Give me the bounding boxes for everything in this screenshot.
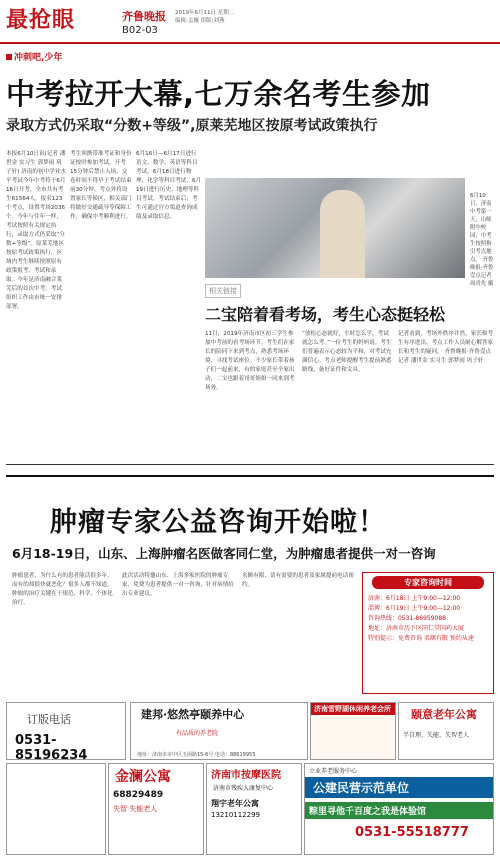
order-box — [6, 702, 126, 763]
nursing1-title: 建邦·悠然亭颐养中心 — [141, 708, 245, 721]
column-name: 最抢眼 — [6, 8, 76, 33]
hotline-row: 咨询热线：0531-86959088 — [368, 615, 446, 622]
gongjian-banner: 公建民营示范单位 — [305, 777, 493, 798]
ad-body1: 肿瘤患者，为什么有的患者能活很多年，而有的却很快就恶化？很多人都不知道，肿瘤的治疗关键在于规范、科学、个体化治疗。 — [12, 573, 113, 606]
editor-line: 编辑:孟巍 组版:刘燕 — [175, 18, 225, 24]
order-label: 订版电话 — [27, 713, 71, 726]
nursing1-sub: 有品质的养老院 — [176, 730, 219, 737]
paper-logo: 齐鲁晚报 — [122, 10, 166, 23]
xiangyu-title: 翔宇老年公寓 — [211, 799, 259, 808]
nursing-ad-1 — [130, 702, 308, 760]
sidebar-col3: 记者看到，考场外秩序井然，家长和考生有序进出。考点工作人员耐心解答家长和考生的疑问。 齐鲁晚报·齐鲁壹点记者 潘世金 实习生 郭梦雨 巩子轩 — [398, 331, 494, 364]
big-phone: 0531-55518777 — [355, 825, 469, 840]
sidebar-title: 二宝陪着看考场，考生心态挺轻松 — [205, 305, 446, 324]
nursing1-info: 地址：济南市市中区玉函路15-6号 电话：88619955 — [137, 752, 256, 758]
nursing3-title: 颐意老年公寓 — [411, 708, 477, 721]
hotline-row: 济南：6月18日 上午9:00—12:00 — [368, 595, 461, 602]
jinlan-title: 金澜公寓 — [115, 769, 171, 785]
xiangyu-phone: 13210112299 — [211, 811, 260, 819]
jinlan-ad — [108, 763, 204, 855]
article-col3: 6月16日—6月17日进行语文、数学、英语等科目考试，6月18日进行物理、化学等科目考试，6月19日进行历史、地理等科目考试。考试结束后，考生可通过官方渠道查询成绩及录取信息。 — [136, 151, 202, 220]
photo-person — [320, 190, 365, 278]
masthead-rule — [0, 42, 500, 44]
zongli-banner: 粽里寻他千百度之我是体验馆 — [305, 802, 493, 819]
ad-body3: 名额有限，请有需要的患者及家属提前电话预约。 — [242, 573, 354, 588]
hotline-row: 淄博：6月19日 上午9:00—12:00 — [368, 605, 461, 612]
page-number: B02-03 — [122, 25, 158, 36]
issue-date: 2019年6月11日 星期二 — [175, 10, 235, 16]
jinlan-phone: 68829489 — [113, 790, 164, 800]
sidebar-col2: “放松心态就好，平时怎么学，考试就怎么考。”一位考生的妈妈说。考生们普遍表示心态较为平和，对考试充满信心。考点老师提醒考生提前熟悉路线，备好证件和文具。 — [302, 331, 392, 373]
nursing2-title: 济南雪野湖休闲养老会所 — [311, 703, 395, 715]
order-phone: 0531-85196234 — [15, 733, 88, 763]
subcolumn-label: 冲刺吧,少年 — [6, 50, 62, 63]
hospital-title: 济南市按摩医院 — [211, 770, 281, 781]
nursing-ad-3 — [398, 702, 494, 760]
hospital-ad — [206, 763, 302, 855]
article-col1: 济南的初中学业水平考试今年中考将于6月16日开考，全市共有考生61564人，报名123个考点，设置考场2036个。今年与往年一样，考试按照有关规定执行，录取方式仍采取“分数+等级”。原莱芜地区按原考试政策执行，区域内考生继续按照原有政策报考、考试和录取。今年是济南融合莱芜后的首次中考，考试组织工作由市统一安排部署。 — [6, 169, 66, 310]
hotline-list — [368, 594, 490, 644]
related-link-tag: 相关链接 — [205, 284, 241, 298]
hotline-title: 专家咨询时间 — [372, 576, 484, 589]
byline-text: 本报6月10日讯(记者 潘世金 实习生 郭梦雨 巩子轩) — [6, 151, 66, 175]
nursing3-sub: 半自理、失能、失智老人 — [403, 732, 470, 739]
ad-left-column — [6, 763, 106, 855]
ad-title: 肿瘤专家公益咨询开始啦！ — [50, 507, 386, 538]
article-col2: 考生须携带准考证和身份证按时参加考试。开考15分钟后禁止入场，交卷时间不得早于考试结束前30分钟。考点外将设置家长等候区，相关部门将做好交通疏导等保障工作，确保中考顺利进行。 — [70, 151, 132, 220]
public-ad — [304, 763, 494, 855]
liren-title: 立业养老服务中心 — [309, 768, 358, 775]
sidebar-col1: 11日，2019年济南市区初三学生参加中考前的看考场环节。考生们在家长的陪同下来到考点，熟悉考场环境，寻找考试座位。不少家长带着孩子们一起前来，有的家庭甚至全家出动，二宝也跟着哥哥姐姐一同来到考场外。 — [205, 331, 295, 391]
hospital-sub: 济南市残疾人康复中心 — [213, 785, 274, 792]
ad-body2: 此次活动特邀山东、上海多家医院的肿瘤专家，免费为患者提供一对一咨询，针对病情给出专业建议。 — [122, 573, 234, 597]
section-divider — [6, 464, 494, 465]
photo-caption: 6月10日，济南中考第一天，山师附中校园，中考生按照指引考点地点。 齐鲁晚报·齐鲁壹点记者 周青先 摄 — [470, 193, 494, 287]
article-subhead: 录取方式仍采取“分数+等级”,原莱芜地区按原考试政策执行 — [6, 118, 378, 134]
article-col1b — [6, 280, 66, 460]
jinlan-sub: 失智 失能老人 — [113, 805, 158, 813]
hotline-row: 地址：济南市历下区同仁堂国药大厦 — [368, 625, 465, 632]
nursing-ad-2 — [310, 702, 396, 760]
ad-subtitle: 6月18-19日，山东、上海肿瘤名医做客同仁堂，为肿瘤患者提供一对一咨询 — [12, 546, 436, 561]
article-headline: 中考拉开大幕,七万余名考生参加 — [6, 77, 431, 111]
hotline-row: 特别提示：免费咨询 名额有限 预约从速 — [368, 635, 474, 642]
